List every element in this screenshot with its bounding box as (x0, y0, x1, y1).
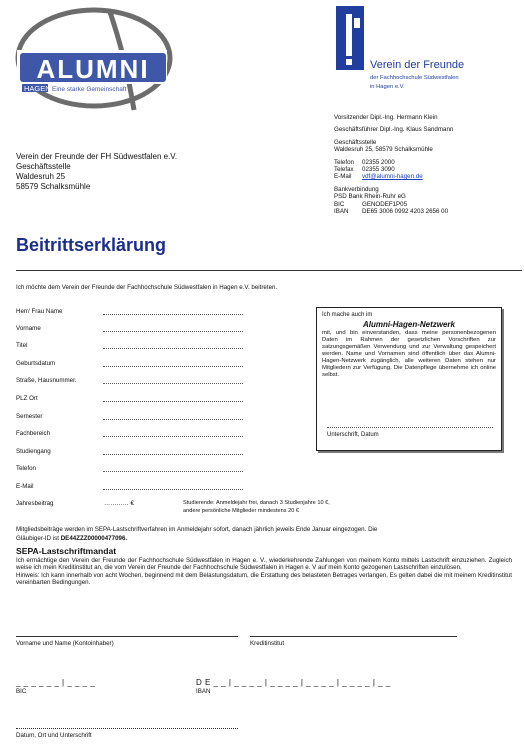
bic-field[interactable]: _ _ _ _ _ _ | _ _ _ _ (16, 678, 96, 687)
date-signature-label: Datum, Ort und Unterschrift (16, 732, 92, 739)
owner-name-label: Vorname und Name (Kontoinhaber) (16, 640, 114, 647)
field-strasse[interactable]: Straße, Hausnummer. (16, 377, 316, 387)
field-name[interactable]: Herr/ Frau Name (16, 308, 316, 318)
creditor-id: Gläubiger-ID ist DE44ZZZ00000477096. (16, 535, 128, 542)
vdf-logo-sub1: der Fachhochschule Südwestfalen (370, 75, 459, 81)
vdf-logo-sub2: in Hagen e.V. (370, 84, 405, 90)
mandate-text: Mitgliedsbeiträge werden im SEPA-Lastschriftverfahren im Anmeldejahr sofort, danach jährlich jeweils Ende Januar eingezogen. Die (16, 526, 378, 533)
alumni-logo-city: HAGEN (24, 84, 51, 93)
vdf-logo (334, 6, 514, 98)
alumni-logo-tagline: Eine starke Gemeinschaft (52, 86, 127, 93)
field-email[interactable]: E-Mail (16, 483, 316, 493)
title-divider (16, 270, 522, 271)
consent-signature-field[interactable] (327, 427, 493, 428)
field-telefon[interactable]: Telefon (16, 465, 316, 475)
beitrag-note: andere persönliche Mitglieder mindestens 20 € (183, 508, 299, 514)
address-line: Verein der Freunde der FH Südwestfalen e.V. (16, 152, 178, 161)
address-line: 58579 Schalksmühle (16, 182, 91, 191)
office-label: Geschäftsstelle (334, 138, 377, 146)
alumni-logo-word: ALUMNI (36, 54, 150, 84)
bank-name-label: Kreditinstitut (250, 640, 285, 647)
sepa-title: SEPA-Lastschriftmandat (16, 546, 117, 556)
board-info (334, 114, 519, 215)
field-geburtsdatum[interactable]: Geburtsdatum (16, 360, 316, 370)
sepa-text: Ich ermächtige den Verein der Freunde der Fachhochschule Südwestfalen in Hagen e. V., wiederkehrende Zahlungen von meinem Konto mittels Lastschrift einzuziehen. Zugleich weise ich mein Kreditinstitut an, die vom Verein der Freunde der Fachhochschule Südwestfalen in Hagen e. V auf mein Konto gezogenen Lastschriften einzulösen. Hinweis: Ich kann innerhalb von acht Wochen, beginnend mit dem Belastungsdatum, die Erstattung des belasteten Betrages verlangen. Es gelten dabei die mit meinem Kreditinstitut vereinbarten Bedingungen. (16, 557, 512, 587)
owner-name-field[interactable] (16, 636, 238, 637)
email-link[interactable]: vdf@alumni-hagen.de (362, 173, 423, 181)
bic-label: BIC (16, 688, 27, 695)
field-plz-ort[interactable]: PLZ Ort (16, 395, 316, 405)
consent-network-name: Alumni-Hagen-Netzwerk (362, 320, 455, 329)
contact-phone: Telefon 02355 2000 (334, 158, 395, 166)
address-line: Geschäftsstelle (16, 162, 71, 171)
recipient-address (16, 152, 177, 192)
beitrag-note: Studierende: Anmeldejahr frei, danach 3 Studienjahre 10 €, (183, 500, 330, 506)
bank-label: Bankverbindung (334, 185, 379, 193)
office-address: Waldesruh 25, 58579 Schalksmühle (334, 146, 433, 154)
vdf-logo-name: Verein der Freunde (370, 59, 465, 71)
bank-name: PSD Bank Rhein-Ruhr eG (334, 193, 406, 201)
contact-fax: Telefax 02355 3090 (334, 166, 395, 174)
consent-signature-label: Unterschrift, Datum (327, 432, 379, 438)
beitrag-label: Jahresbeitrag (16, 500, 54, 507)
alumni-hagen-logo (14, 6, 174, 116)
bank-name-field[interactable] (250, 636, 457, 637)
page-title: Beitrittserklärung (16, 235, 167, 255)
consent-text: mit, und bin einverstanden, dass meine personenbezogenen Daten im Rahmen der gesetzlichen Vorschriften zur satzungsgemäßen Verwendung und zur Verwaltung gespeichert werden. Name und Vornamen sind öffentlich über das Alumni-Hagen-Netzwerk zugänglich, alle weiteren Daten stehen nur Mitgliedern zur Verfügung. Die Datenpflege übernehme ich online selbst. (322, 330, 496, 378)
field-titel[interactable]: Titel (16, 342, 316, 352)
board-chair: Vorsitzender Dipl.-Ing. Hermann Klein (334, 114, 438, 121)
consent-heading: Ich mache auch im (322, 312, 373, 318)
board-manager: Geschäftsführer Dipl.-Ing. Klaus Sandmann (334, 126, 454, 134)
intro-text: Ich möchte dem Verein der Freunde der Fachhochschule Südwestfalen in Hagen e.V. beitreten. (16, 284, 278, 291)
address-line: Waldesruh 25 (16, 172, 66, 181)
network-consent-box (316, 307, 502, 451)
iban-label: IBAN (196, 688, 211, 695)
date-signature-field[interactable] (16, 728, 238, 729)
field-semester[interactable]: Semester (16, 413, 316, 423)
bank-bic: BIC GENODEF1P05 (334, 200, 408, 208)
contact-email: E-Mail vdf@alumni-hagen.de (334, 173, 423, 181)
field-fachbereich[interactable]: Fachbereich (16, 430, 316, 440)
iban-field[interactable]: D E _ _ | _ _ _ _ | _ _ _ _ | _ _ _ _ | _ _ _ _ | _ _ (196, 678, 391, 687)
beitrag-amount-field[interactable]: ………… € (104, 500, 134, 507)
field-vorname[interactable]: Vorname (16, 325, 316, 335)
bank-iban: IBAN DE65 3006 0992 4203 2656 00 (334, 208, 449, 216)
field-studiengang[interactable]: Studiengang (16, 448, 316, 458)
